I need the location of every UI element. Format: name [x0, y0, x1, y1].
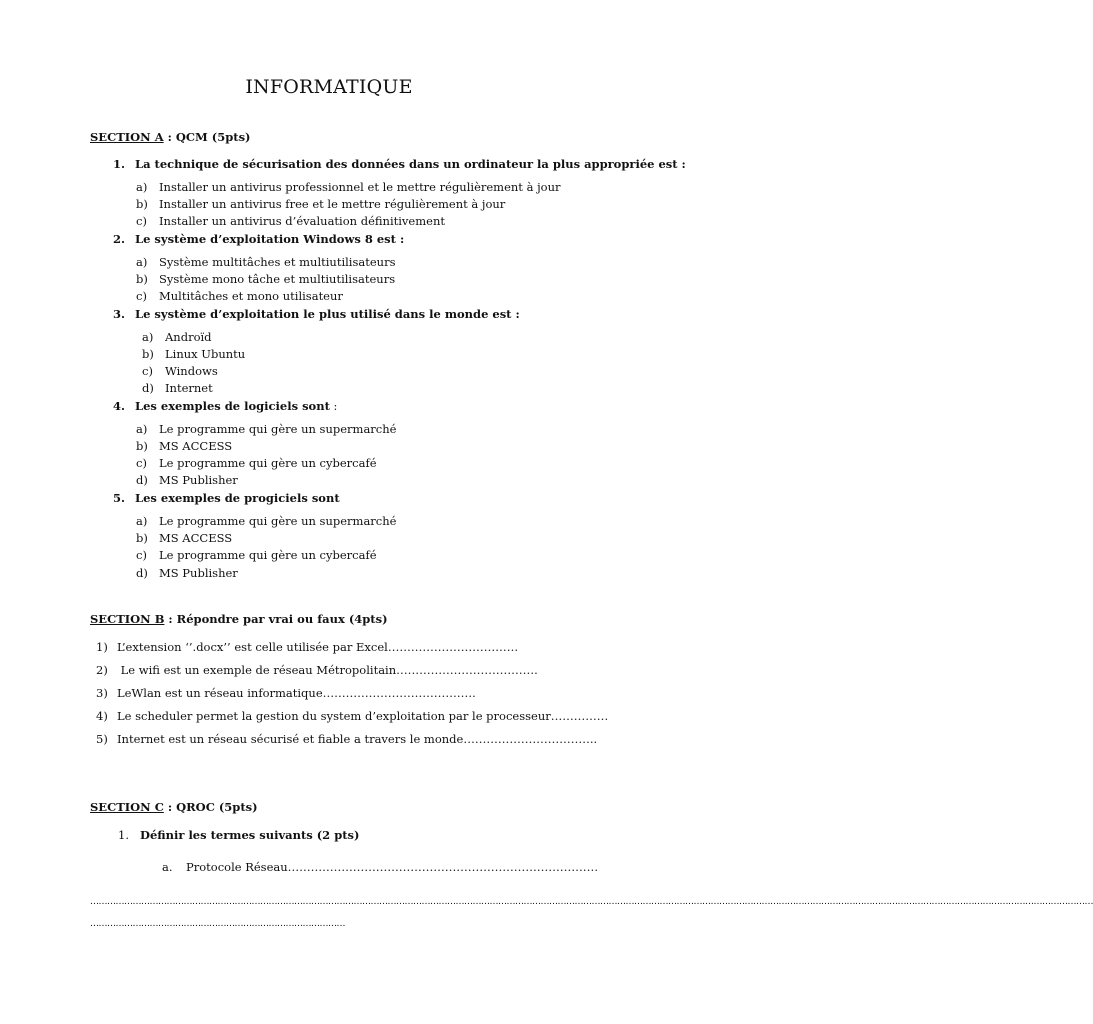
- question-number: 2.: [113, 232, 126, 246]
- true-false-item-1: [96, 640, 518, 654]
- option-5a: [136, 514, 396, 528]
- option-4a: [136, 422, 396, 436]
- option-text: Le programme qui gère un cybercafé: [159, 548, 377, 562]
- question-text: Les exemples de logiciels sont: [135, 399, 330, 413]
- section-a-heading: [90, 130, 251, 144]
- option-text: Androïd: [165, 330, 212, 344]
- definition-item-a: [162, 860, 598, 874]
- option-letter: c): [136, 289, 147, 303]
- option-1a: [136, 180, 560, 194]
- option-letter: d): [142, 381, 154, 395]
- option-1b: [136, 197, 505, 211]
- option-letter: c): [136, 456, 147, 470]
- section-b-label: SECTION B: [90, 612, 165, 626]
- section-c-label: SECTION C: [90, 800, 164, 814]
- question-colon: :: [329, 399, 338, 413]
- question-4: [113, 399, 337, 413]
- question-text: Les exemples de progiciels sont: [135, 491, 340, 505]
- question-number: 1.: [118, 828, 129, 842]
- option-text: Installer un antivirus d’évaluation définitivement: [159, 214, 445, 228]
- option-2b: [136, 272, 395, 286]
- option-letter: d): [136, 473, 148, 487]
- option-text: MS Publisher: [159, 473, 238, 487]
- question-text: Le système d’exploitation le plus utilisé dans le monde est :: [135, 307, 520, 321]
- option-text: MS Publisher: [159, 566, 238, 580]
- option-letter: b): [136, 439, 148, 453]
- option-text: Le programme qui gère un supermarché: [159, 514, 397, 528]
- question-3: [113, 307, 520, 321]
- item-letter: a.: [162, 860, 173, 874]
- option-5b: [136, 531, 232, 545]
- true-false-item-3: [96, 686, 476, 700]
- true-false-item-2: [96, 663, 538, 677]
- item-number: 1): [96, 640, 108, 654]
- option-2a: [136, 255, 395, 269]
- question-number: 1.: [113, 157, 126, 171]
- option-letter: d): [136, 566, 148, 580]
- option-text: Installer un antivirus professionnel et le mettre régulièrement à jour: [159, 180, 561, 194]
- option-text: Internet: [165, 381, 213, 395]
- question-text: Définir les termes suivants (2 pts): [140, 828, 360, 842]
- option-text: Windows: [165, 364, 218, 378]
- question-text: La technique de sécurisation des données dans un ordinateur la plus appropriée est :: [135, 157, 686, 171]
- option-text: MS ACCESS: [159, 531, 233, 545]
- option-text: Linux Ubuntu: [165, 347, 246, 361]
- option-letter: b): [136, 531, 148, 545]
- option-letter: c): [136, 214, 147, 228]
- question-2: [113, 232, 404, 246]
- option-3d: [142, 381, 213, 395]
- option-text: MS ACCESS: [159, 439, 233, 453]
- item-number: 5): [96, 732, 108, 746]
- item-text: Le scheduler permet la gestion du system d’exploitation par le processeur……………: [117, 709, 609, 723]
- option-text: Installer un antivirus free et le mettre régulièrement à jour: [159, 197, 506, 211]
- option-4c: [136, 456, 377, 470]
- section-b-title: : Répondre par vrai ou faux (4pts): [164, 612, 388, 626]
- item-number: 3): [96, 686, 108, 700]
- section-c-question-1: [118, 828, 359, 842]
- true-false-item-5: [96, 732, 597, 746]
- question-number: 4.: [113, 399, 126, 413]
- option-letter: b): [142, 347, 154, 361]
- option-4b: [136, 439, 232, 453]
- option-4d: [136, 473, 238, 487]
- option-5d: [136, 566, 238, 580]
- section-a-title: : QCM (5pts): [163, 130, 251, 144]
- section-a-label: SECTION A: [90, 130, 164, 144]
- item-text: LeWlan est un réseau informatique………………………………….: [117, 686, 476, 700]
- option-text: Système multitâches et multiutilisateurs: [159, 255, 396, 269]
- page-title: INFORMATIQUE: [245, 76, 413, 98]
- option-letter: a): [136, 514, 148, 528]
- option-letter: a): [136, 255, 148, 269]
- section-c-heading: [90, 800, 258, 814]
- item-number: 4): [96, 709, 108, 723]
- option-2c: [136, 289, 343, 303]
- answer-line-1: …………………………………………………………………………………………………………………………………………………………………………………………………………………………………………………………………………………………………………………………: [90, 897, 1093, 907]
- item-text: L’extension ‘’.docx’’ est celle utilisée par Excel…………………………….: [117, 640, 518, 654]
- answer-line-2: ………………………………………………………………………………: [90, 919, 345, 929]
- option-letter: a): [136, 422, 148, 436]
- question-number: 5.: [113, 491, 126, 505]
- item-text: Internet est un réseau sécurisé et fiable a travers le monde……………………………..: [117, 732, 598, 746]
- option-text: Le programme qui gère un cybercafé: [159, 456, 377, 470]
- option-3c: [142, 364, 218, 378]
- option-3a: [142, 330, 212, 344]
- section-c-title: : QROC (5pts): [163, 800, 258, 814]
- option-letter: b): [136, 197, 148, 211]
- item-number: 2): [96, 663, 108, 677]
- option-letter: a): [136, 180, 148, 194]
- option-1c: [136, 214, 445, 228]
- option-letter: a): [142, 330, 154, 344]
- question-5: [113, 491, 340, 505]
- question-text: Le système d’exploitation Windows 8 est :: [135, 232, 405, 246]
- option-letter: c): [142, 364, 153, 378]
- option-letter: c): [136, 548, 147, 562]
- option-text: Système mono tâche et multiutilisateurs: [159, 272, 396, 286]
- option-text: Le programme qui gère un supermarché: [159, 422, 397, 436]
- true-false-item-4: [96, 709, 608, 723]
- option-text: Multitâches et mono utilisateur: [159, 289, 343, 303]
- option-3b: [142, 347, 245, 361]
- question-1: [113, 157, 686, 171]
- option-letter: b): [136, 272, 148, 286]
- option-5c: [136, 548, 377, 562]
- question-number: 3.: [113, 307, 126, 321]
- item-text: Protocole Réseau………………………………………………………………………: [186, 860, 599, 874]
- section-b-heading: [90, 612, 388, 626]
- item-text: Le wifi est un exemple de réseau Métropolitain……………………………….: [117, 663, 538, 677]
